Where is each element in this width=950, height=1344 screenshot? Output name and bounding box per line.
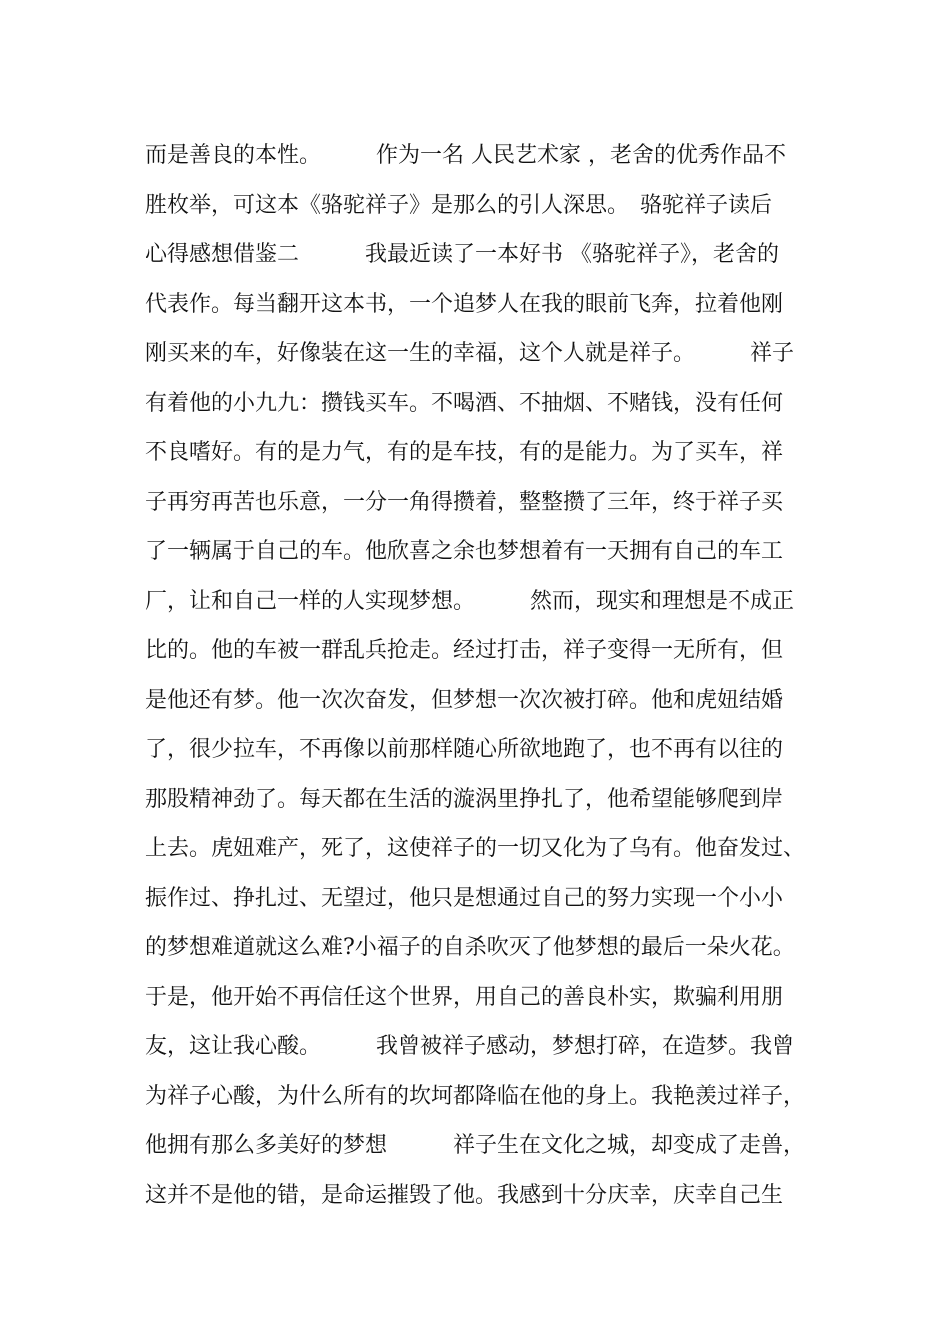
text-line: 厂，让和自己一样的人实现梦想。 然而，现实和理想是不成正 (145, 588, 795, 614)
text-line: 子再穷再苦也乐意，一分一角得攒着，整整攒了三年，终于祥子买 (145, 489, 784, 515)
text-line: 不良嗜好。有的是力气，有的是车技，有的是能力。为了买车，祥 (145, 440, 784, 465)
text-line: 了，很少拉车，不再像以前那样随心所欲地跑了，也不再有以往的 (145, 737, 784, 762)
text-line: 心得感想借鉴二 我最近读了一本好书 《骆驼祥子》，老舍的 (145, 242, 779, 267)
text-line: 上去。虎妞难产，死了，这使祥子的一切又化为了乌有。他奋发过、 (145, 836, 806, 861)
text-line: 而是善良的本性。 作为一名 人民艺术家 ，老舍的优秀作品不 (145, 143, 786, 168)
text-line: 刚买来的车，好像装在这一生的幸福，这个人就是祥子。 祥子 (145, 341, 795, 366)
text-line: 比的。他的车被一群乱兵抢走。经过打击，祥子变得一无所有，但 (145, 638, 784, 663)
text-line: 这并不是他的错，是命运摧毁了他。我感到十分庆幸，庆幸自己生 (145, 1182, 784, 1208)
text-line: 代表作。每当翻开这本书，一个追梦人在我的眼前飞奔，拉着他刚 (145, 291, 784, 317)
body-text (145, 131, 815, 1220)
text-line: 了一辆属于自己的车。他欣喜之余也梦想着有一天拥有自己的车工 (145, 539, 784, 564)
text-line: 有着他的小九九：攒钱买车。不喝酒、不抽烟、不赌钱，没有任何 (145, 390, 784, 416)
text-line: 友，这让我心酸。 我曾被祥子感动，梦想打碎，在造梦。我曾 (145, 1034, 795, 1059)
text-line: 于是，他开始不再信任这个世界，用自己的善良朴实，欺骗利用朋 (145, 984, 784, 1010)
text-line: 胜枚举，可这本《骆驼祥子》是那么的引人深思。 骆驼祥子读后 (145, 192, 773, 218)
text-line: 为祥子心酸，为什么所有的坎坷都降临在他的身上。我艳羡过祥子， (145, 1083, 806, 1109)
text-line: 的梦想难道就这么难?小福子的自杀吹灭了他梦想的最后一朵火花。 (145, 935, 795, 960)
text-line: 振作过、挣扎过、无望过，他只是想通过自己的努力实现一个小小 (145, 885, 784, 911)
text-line: 是他还有梦。他一次次奋发，但梦想一次次被打碎。他和虎妞结婚 (145, 687, 784, 713)
text-line: 那股精神劲了。每天都在生活的漩涡里挣扎了，他希望能够爬到岸 (145, 786, 784, 812)
text-line: 他拥有那么多美好的梦想 祥子生在文化之城，却变成了走兽， (145, 1133, 806, 1158)
